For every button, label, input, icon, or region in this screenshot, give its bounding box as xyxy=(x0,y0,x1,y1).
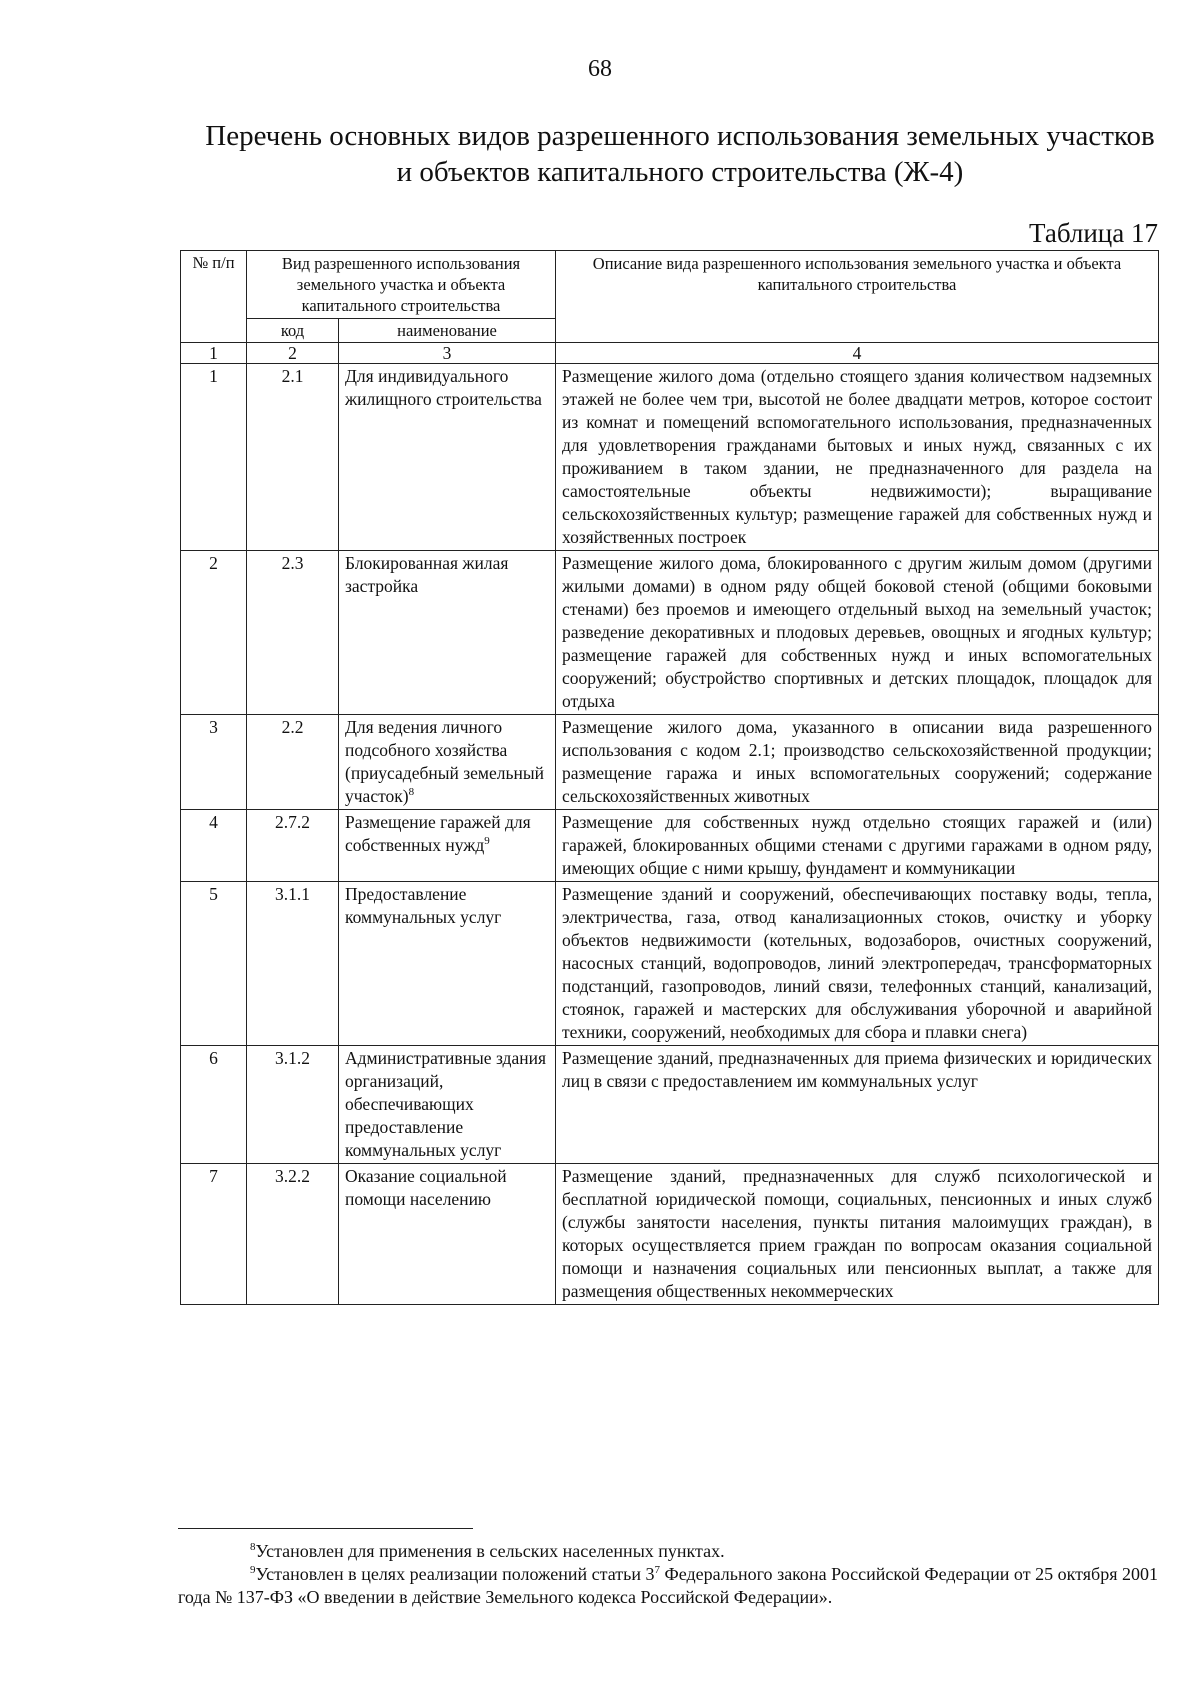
page-number: 68 xyxy=(588,56,612,82)
row-name xyxy=(339,364,556,551)
row-name-text: Размещение гаражей для собственных нужд xyxy=(345,812,531,855)
footnote-9 xyxy=(178,1563,1158,1609)
header-description: Описание вида разрешенного использования земельного участка и объекта капитального строительства xyxy=(556,251,1159,343)
row-number: 6 xyxy=(181,1046,247,1164)
footnote-ref: 9 xyxy=(484,835,490,848)
column-number: 2 xyxy=(247,343,339,364)
row-name-text: Административные здания организаций, обеспечивающих предоставление коммунальных услуг xyxy=(345,1048,546,1160)
row-name xyxy=(339,1164,556,1305)
land-use-table xyxy=(180,250,1159,1305)
footnote-mark: 8 xyxy=(250,1541,256,1553)
table-container xyxy=(180,250,1158,1305)
table-row xyxy=(181,1164,1159,1305)
row-number: 1 xyxy=(181,364,247,551)
row-description: Размещение жилого дома, указанного в описании вида разрешенного использования с кодом 2.1; производство сельскохозяйственной продукции; размещение гаража и иных вспомогательных сооружений; содержание сельскохозяйственных животных xyxy=(556,715,1159,810)
header-kind: Вид разрешенного использования земельного участка и объекта капитального строительства xyxy=(247,251,556,319)
footnote-article-sup: 7 xyxy=(654,1564,660,1576)
table-caption: Таблица 17 xyxy=(1029,218,1158,248)
row-description: Размещение жилого дома (отдельно стоящего здания количеством надземных этажей не более чем три, высотой не более двадцати метров, которое состоит из комнат и помещений вспомогательного использования, предназначенных для удовлетворения гражданами бытовых и иных нужд, связанных с их проживанием в таком здании, не предназначенного для раздела на самостоятельные объекты недвижимости); выращивание сельскохозяйственных культур; размещение гаражей для собственных нужд и хозяйственных построек xyxy=(556,364,1159,551)
title-line-2: и объектов капитального строительства (Ж-4) xyxy=(396,156,964,188)
header-num: № п/п xyxy=(181,251,247,343)
row-number: 5 xyxy=(181,882,247,1046)
row-description: Размещение зданий, предназначенных для служб психологической и бесплатной юридической помощи, социальных, пенсионных и иных служб (службы занятости населения, пункты питания малоимущих граждан), в которых осуществляется прием граждан по вопросам оказания социальной помощи и назначения социальных или пенсионных выплат, а также для размещения общественных некоммерческих xyxy=(556,1164,1159,1305)
row-code: 3.1.1 xyxy=(247,882,339,1046)
column-number: 1 xyxy=(181,343,247,364)
row-name-text: Для индивидуального жилищного строительства xyxy=(345,366,542,409)
table-row xyxy=(181,715,1159,810)
table-body xyxy=(181,364,1159,1305)
footnote-text-continued: Федерального закона Российской Федерации от 25 октября 2001 года № 137-ФЗ «О введении в действие Земельного кодекса Российской Федерации». xyxy=(178,1564,1159,1607)
footnote-ref: 8 xyxy=(408,786,415,799)
footnote-text: Установлен в целях реализации положений статьи 3 xyxy=(255,1564,655,1584)
row-name-text: Блокированная жилая застройка xyxy=(345,553,509,596)
row-name xyxy=(339,810,556,882)
row-description: Размещение жилого дома, блокированного с другим жилым домом (другими жилыми домами) в одном ряду общей боковой стеной (общими боковыми стенами) без проемов и имеющего отдельный выход на земельный участок; разведение декоративных и плодовых деревьев, овощных и ягодных культур; размещение гаражей для собственных нужд и иных вспомогательных сооружений; обустройство спортивных и детских площадок, площадок для отдыха xyxy=(556,551,1159,715)
table-row xyxy=(181,1046,1159,1164)
footnote-text: Установлен для применения в сельских населенных пунктах. xyxy=(255,1541,725,1561)
row-name-text: Оказание социальной помощи населению xyxy=(345,1166,507,1209)
row-code: 2.7.2 xyxy=(247,810,339,882)
table-header xyxy=(181,251,1159,364)
row-description: Размещение зданий и сооружений, обеспечивающих поставку воды, тепла, электричества, газа, отвод канализационных стоков, очистку и уборку объектов недвижимости (котельных, водозаборов, очистных сооружений, насосных станций, водопроводов, линий электропередач, трансформаторных подстанций, газопроводов, линий связи, телефонных станций, канализаций, стоянок, гаражей и мастерских для обслуживания уборочной и аварийной техники, сооружений, необходимых для сбора и плавки снега) xyxy=(556,882,1159,1046)
row-description: Размещение для собственных нужд отдельно стоящих гаражей и (или) гаражей, блокированных общими стенами с другими гаражами в одном ряду, имеющих общие с ними крышу, фундамент и коммуникации xyxy=(556,810,1159,882)
header-name: наименование xyxy=(339,319,556,343)
column-number: 4 xyxy=(556,343,1159,364)
footnote-8 xyxy=(178,1540,1158,1563)
row-code: 3.2.2 xyxy=(247,1164,339,1305)
table-row xyxy=(181,810,1159,882)
row-code: 2.3 xyxy=(247,551,339,715)
row-name-text: Для ведения личного подсобного хозяйства (приусадебный земельный участок) xyxy=(345,717,544,806)
column-number: 3 xyxy=(339,343,556,364)
table-row xyxy=(181,551,1159,715)
title-line-1: Перечень основных видов разрешенного использования земельных участков xyxy=(205,120,1155,152)
table-row xyxy=(181,364,1159,551)
column-numbers-row xyxy=(181,343,1159,364)
table-row xyxy=(181,882,1159,1046)
row-code: 2.2 xyxy=(247,715,339,810)
row-name xyxy=(339,715,556,810)
row-code: 2.1 xyxy=(247,364,339,551)
row-number: 3 xyxy=(181,715,247,810)
row-number: 4 xyxy=(181,810,247,882)
footnote-mark: 9 xyxy=(250,1564,256,1576)
row-description: Размещение зданий, предназначенных для приема физических и юридических лиц в связи с предоставлением им коммунальных услуг xyxy=(556,1046,1159,1164)
row-name xyxy=(339,1046,556,1164)
row-number: 2 xyxy=(181,551,247,715)
row-code: 3.1.2 xyxy=(247,1046,339,1164)
row-name-text: Предоставление коммунальных услуг xyxy=(345,884,502,927)
header-code: код xyxy=(247,319,339,343)
row-name xyxy=(339,882,556,1046)
page-title xyxy=(130,118,1200,190)
row-name xyxy=(339,551,556,715)
row-number: 7 xyxy=(181,1164,247,1305)
footnotes xyxy=(178,1540,1158,1609)
footnote-separator xyxy=(178,1528,473,1529)
